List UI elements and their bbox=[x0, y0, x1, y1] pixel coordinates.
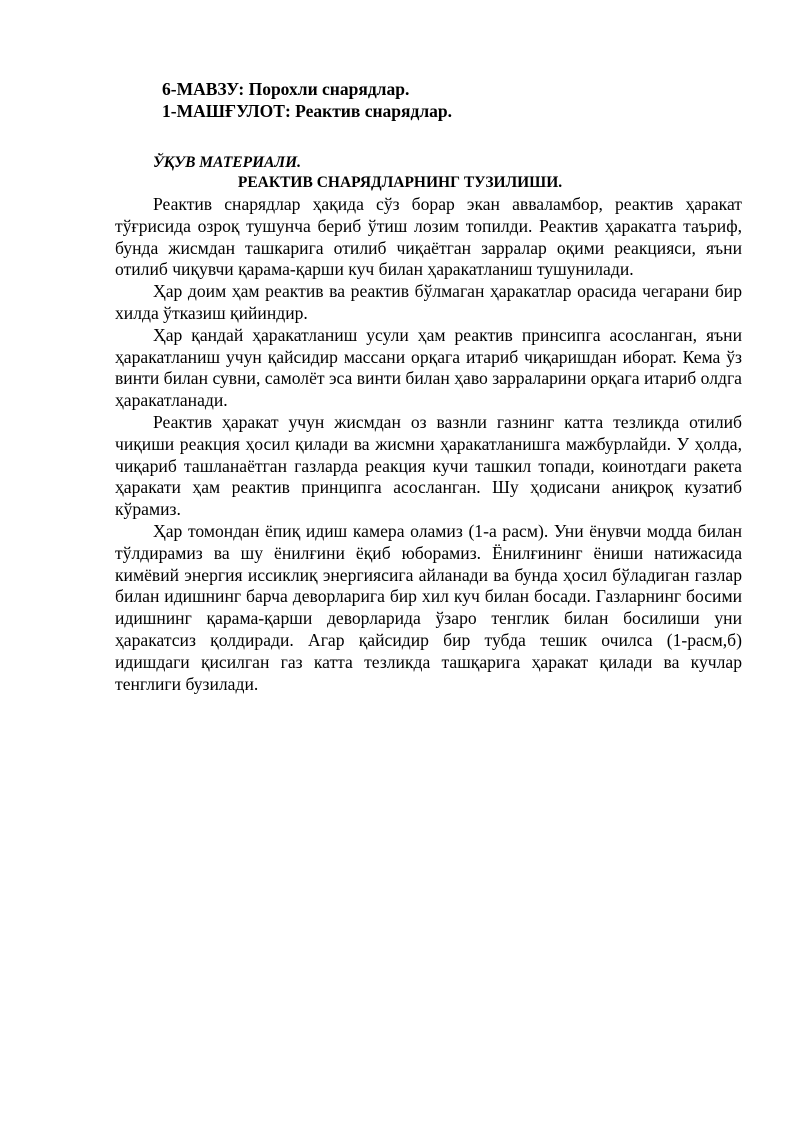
topic-heading: 6-МАВЗУ: Порохли снарядлар. bbox=[162, 79, 410, 99]
heading-block bbox=[162, 78, 452, 122]
lesson-heading: 1-МАШҒУЛОТ: Реактив снарядлар. bbox=[162, 101, 453, 121]
material-label: ЎҚУВ МАТЕРИАЛИ. bbox=[153, 154, 302, 171]
paragraph: Ҳар қандай ҳаракатланиш усули ҳам реактив принсипга асосланган, яъни ҳаракатланиш учун қайсидир массани орқага итариб чиқаришдан иборат. Кема ўз винти билан сувни, самолёт эса винти билан ҳаво зарраларини орқага итариб олдга ҳаракатланади. bbox=[115, 324, 742, 411]
paragraph: Ҳар томондан ёпиқ идиш камера оламиз (1-а расм). Уни ёнувчи модда билан тўлдирамиз ва шу ёнилғини ёқиб юборамиз. Ёнилғининг ёниши натижасида кимёвий энергия иссиклиқ энергиясига айланади ва бунда ҳосил бўладиган газлар билан идишнинг барча деворларига бир хил куч билан босади. Газларнинг босими идишнинг қарама-қарши деворларида ўзаро тенглик билан босилиши уни ҳаракатсиз қолдиради. Агар қайсидир бир тубда тешик очилса (1-расм,б) идишдаги қисилган газ катта тезликда ташқарига ҳаракат қилади ва кучлар тенглиги бузилади. bbox=[115, 520, 742, 694]
section-title: РЕАКТИВ СНАРЯДЛАРНИНГ ТУЗИЛИШИ. bbox=[237, 174, 563, 191]
paragraph: Ҳар доим ҳам реактив ва реактив бўлмаган ҳаракатлар орасида чегарани бир хилда ўтказиш қийиндир. bbox=[115, 281, 742, 323]
body-text bbox=[115, 194, 742, 695]
paragraph: Реактив снарядлар ҳақида сўз борар экан авваламбор, реактив ҳаракат тўғрисида озроқ тушунча бериб ўтиш лозим топилди. Реактив ҳаракатга таъриф, бунда жисмдан ташкарига отилиб чиқаётган зарралар оқими реакцияси, яъни отилиб чиқувчи қарама-қарши куч билан ҳаракатланиш тушунилади. bbox=[115, 194, 742, 280]
paragraph: Реактив ҳаракат учун жисмдан оз вазнли газнинг катта тезликда отилиб чиқиши реакция ҳосил қилади ва жисмни ҳаракатланишга мажбурлайди. У ҳолда, чиқариб ташланаётган газларда реакция кучи ташкил топади, коинотдаги ракета ҳаракати ҳам реактив принципга асосланган. Шу ҳодисани аниқроқ кузатиб кўрамиз. bbox=[115, 411, 742, 520]
